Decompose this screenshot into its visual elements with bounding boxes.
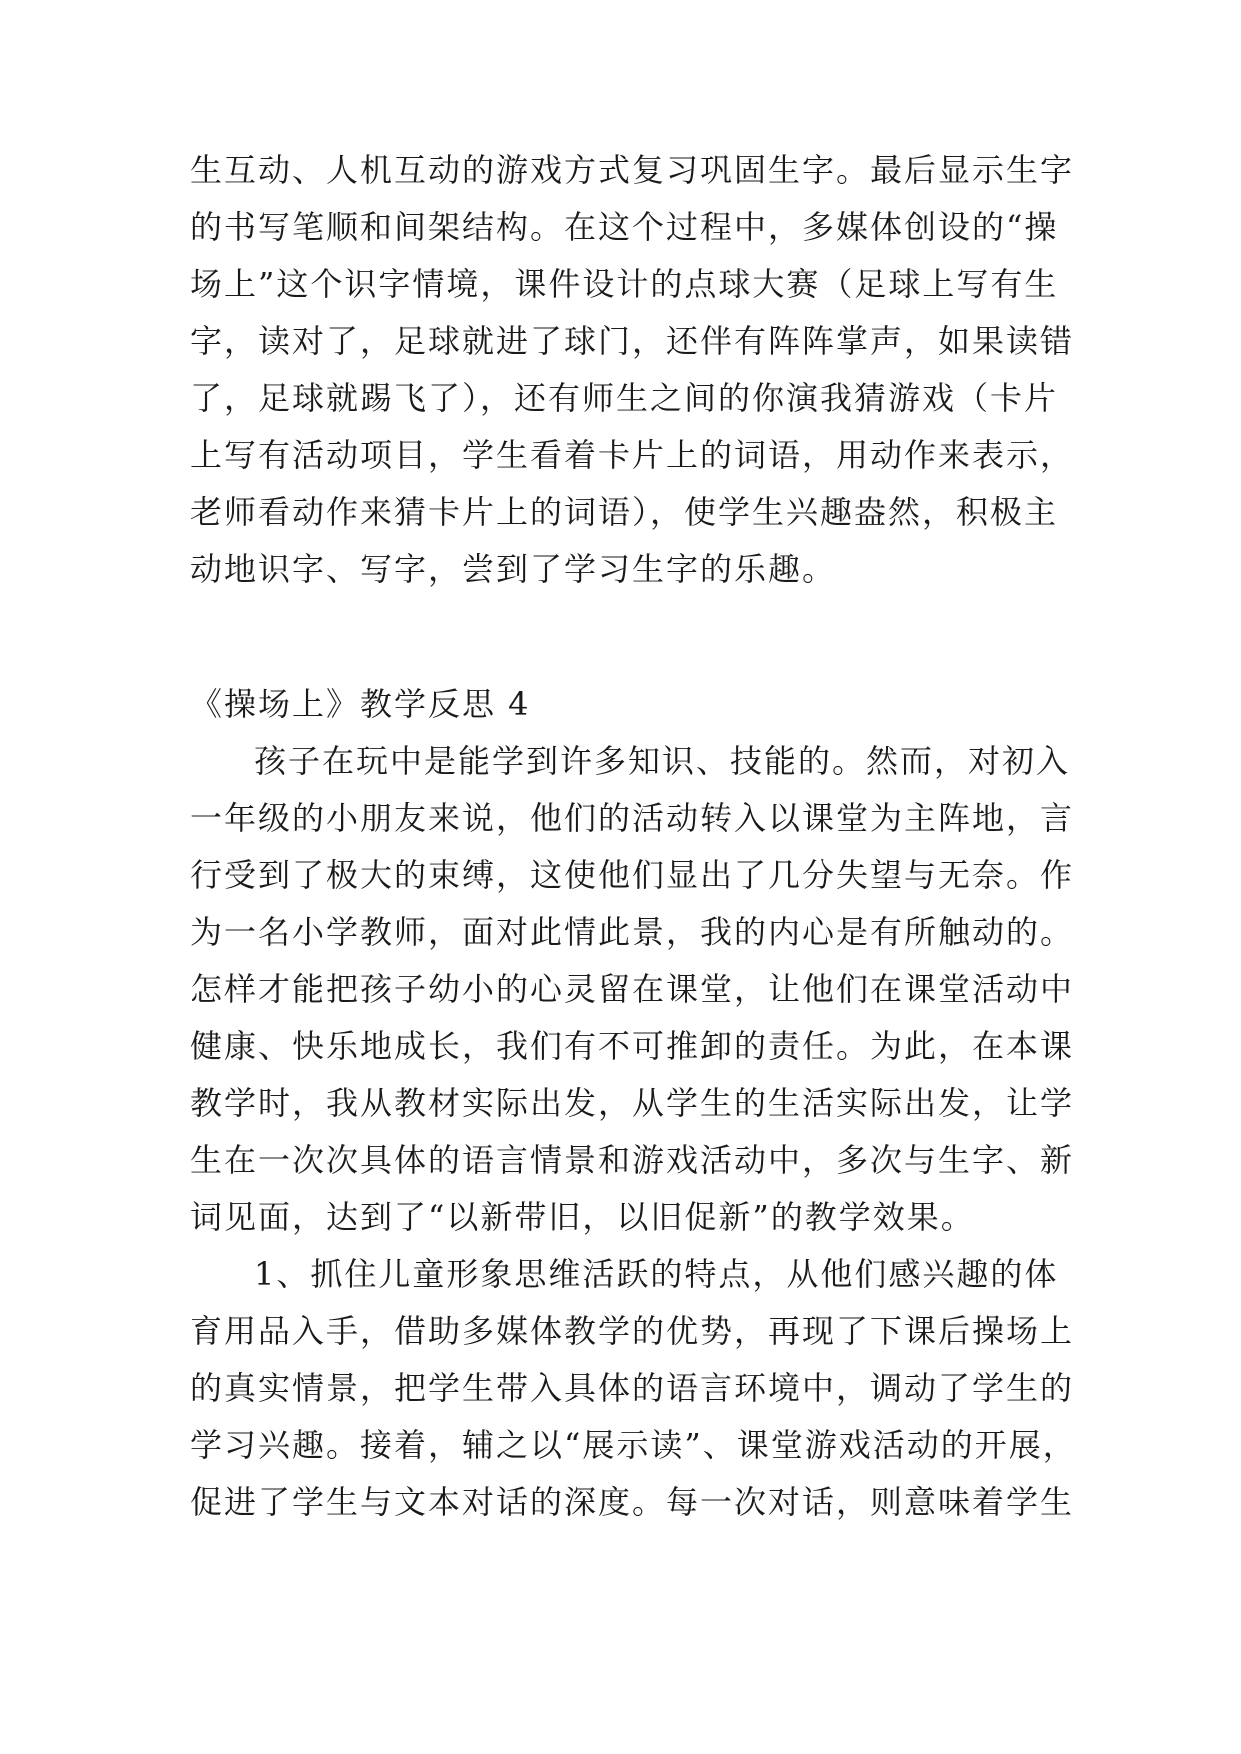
paragraph-line: 育用品入手，借助多媒体教学的优势，再现了下课后操场上 (190, 1312, 1075, 1350)
paragraph-line: 生互动、人机互动的游戏方式复习巩固生字。最后显示生字 (190, 151, 1075, 189)
paragraph-line: 的书写笔顺和间架结构。在这个过程中，多媒体创设的“操 (190, 208, 1059, 246)
paragraph-line: 健康、快乐地成长，我们有不可推卸的责任。为此，在本课 (190, 1027, 1075, 1065)
paragraph-line: 场上”这个识字情境，课件设计的点球大赛（足球上写有生 (190, 265, 1059, 303)
paragraph-line: 了，足球就踢飞了），还有师生之间的你演我猜游戏（卡片 (190, 379, 1059, 417)
paragraph-line: 的真实情景，把学生带入具体的语言环境中，调动了学生的 (190, 1369, 1075, 1407)
paragraph-line: 怎样才能把孩子幼小的心灵留在课堂，让他们在课堂活动中 (190, 970, 1075, 1008)
paragraph-line: 词见面，达到了“以新带旧，以旧促新”的教学效果。 (190, 1198, 975, 1236)
paragraph-line: 一年级的小朋友来说，他们的活动转入以课堂为主阵地，言 (190, 799, 1075, 837)
paragraph-line: 学习兴趣。接着，辅之以“展示读”、课堂游戏活动的开展， (190, 1426, 1077, 1464)
paragraph-line: 字，读对了，足球就进了球门，还伴有阵阵掌声，如果读错 (190, 322, 1075, 360)
paragraph-line: 促进了学生与文本对话的深度。每一次对话，则意味着学生 (190, 1483, 1075, 1521)
paragraph-line: 行受到了极大的束缚，这使他们显出了几分失望与无奈。作 (190, 856, 1075, 894)
paragraph-line: 为一名小学教师，面对此情此景，我的内心是有所触动的。 (190, 913, 1075, 951)
paragraph-line: 老师看动作来猜卡片上的词语），使学生兴趣盎然，积极主 (190, 493, 1059, 531)
paragraph-line: 孩子在玩中是能学到许多知识、技能的。然而，对初入 (254, 742, 1071, 780)
paragraph-line: 1、抓住儿童形象思维活跃的特点，从他们感兴趣的体 (254, 1255, 1059, 1293)
paragraph-line: 生在一次次具体的语言情景和游戏活动中，多次与生字、新 (190, 1141, 1075, 1179)
paragraph-line: 动地识字、写字，尝到了学习生字的乐趣。 (190, 550, 837, 588)
section-heading: 《操场上》教学反思 4 (190, 685, 531, 723)
paragraph-line: 教学时，我从教材实际出发，从学生的生活实际出发，让学 (190, 1084, 1075, 1122)
paragraph-line: 上写有活动项目，学生看着卡片上的词语，用动作来表示， (190, 436, 1075, 474)
